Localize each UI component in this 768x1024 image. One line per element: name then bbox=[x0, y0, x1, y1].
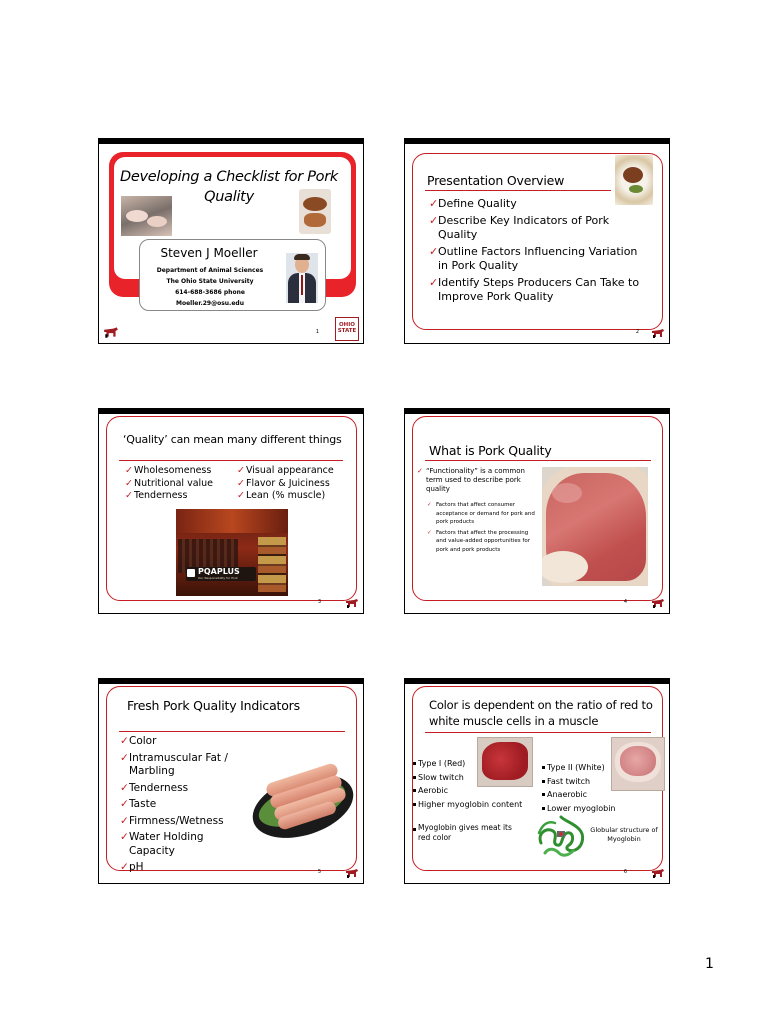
slide-6 bbox=[404, 678, 670, 884]
indicator-list bbox=[120, 735, 250, 875]
title-underline bbox=[425, 732, 651, 733]
list-item: ✓ Tenderness bbox=[120, 782, 250, 796]
title-underline bbox=[119, 460, 343, 461]
list-item: ✓ Firmness/Wetness bbox=[120, 815, 250, 829]
white-muscle-photo bbox=[611, 737, 665, 791]
pigs-photo bbox=[121, 196, 172, 236]
slide-number: 5 bbox=[317, 869, 321, 875]
slide-title: What is Pork Quality bbox=[429, 443, 552, 458]
list-item: ✓ Lean (% muscle) bbox=[237, 490, 347, 503]
pork-dish-photo bbox=[299, 189, 331, 234]
list-item: ✓ Color bbox=[120, 735, 250, 749]
title-underline bbox=[425, 190, 611, 191]
slide-number: 2 bbox=[635, 329, 639, 335]
list-item: ✓ Outline Factors Influencing Variation in Pork Quality bbox=[429, 245, 645, 273]
title-underline bbox=[119, 731, 345, 732]
slide-2 bbox=[404, 138, 670, 344]
slide-top-bar bbox=[405, 679, 669, 684]
hog-logo-icon bbox=[651, 597, 665, 609]
list-item: ✓ Tenderness bbox=[125, 490, 235, 503]
slide-number: 4 bbox=[623, 599, 627, 605]
list-item: Type I (Red) bbox=[413, 757, 543, 771]
presenter-card bbox=[139, 239, 326, 311]
list-item: Higher myoglobin content bbox=[413, 798, 543, 812]
slide-number: 6 bbox=[623, 869, 627, 875]
slide-top-bar bbox=[99, 139, 363, 144]
ohio-state-logo: OHIO STATE bbox=[335, 317, 359, 341]
title-underline bbox=[425, 460, 651, 461]
hog-logo-icon bbox=[345, 867, 359, 879]
slide-top-bar bbox=[405, 139, 669, 144]
slide-top-bar bbox=[99, 409, 363, 414]
slide-title: ‘Quality’ can mean many different things bbox=[123, 433, 342, 446]
presenter-name: Steven J Moeller bbox=[160, 246, 258, 260]
hog-logo-icon bbox=[651, 327, 665, 339]
slide-top-bar bbox=[405, 409, 669, 414]
list-item: Aerobic bbox=[413, 784, 543, 798]
globular-caption: Globular structure of Myoglobin bbox=[590, 826, 658, 843]
list-item: ✓ Define Quality bbox=[429, 197, 645, 211]
slide-title: Fresh Pork Quality Indicators bbox=[127, 698, 300, 713]
quality-list-left bbox=[125, 465, 235, 503]
list-item: ✓ Taste bbox=[120, 798, 250, 812]
pqa-plus-banner bbox=[176, 509, 288, 596]
definition-sublist bbox=[427, 501, 537, 554]
quality-list-right bbox=[237, 465, 347, 503]
pqa-tagline: Our Responsibility for Pork bbox=[198, 576, 238, 580]
slide-top-bar bbox=[99, 679, 363, 684]
pqa-brand: PQAPLUS bbox=[198, 567, 240, 576]
list-item: Fast twitch bbox=[542, 775, 622, 789]
list-item: ✓ Describe Key Indicators of Pork Quality bbox=[429, 214, 645, 242]
pork-chop-photo bbox=[542, 467, 648, 586]
slide-1 bbox=[98, 138, 364, 344]
list-item: ✓ Water Holding Capacity bbox=[120, 831, 250, 858]
list-item: ✓ “Functionality” is a common term used to describe pork quality bbox=[417, 467, 535, 494]
slide-title: Presentation Overview bbox=[427, 173, 565, 188]
list-item: ✓ Identify Steps Producers Can Take to Improve Pork Quality bbox=[429, 276, 645, 304]
overview-list bbox=[429, 197, 645, 304]
list-item: ✓ Factors that affect the processing and value-added opportunities for pork and pork products bbox=[427, 529, 537, 555]
myoglobin-note bbox=[413, 823, 523, 843]
slide-number: 3 bbox=[317, 599, 321, 605]
list-item: ✓ Visual appearance bbox=[237, 465, 347, 478]
list-item: ✓ Intramuscular Fat / Marbling bbox=[120, 752, 250, 779]
list-item: ✓ Flavor & Juiciness bbox=[237, 478, 347, 491]
list-item: Type II (White) bbox=[542, 761, 622, 775]
pork-tray-photo bbox=[251, 759, 355, 839]
hog-logo-icon bbox=[345, 597, 359, 609]
list-item: ✓ Factors that affect consumer acceptance or demand for pork and pork products bbox=[427, 501, 537, 527]
list-item: Myoglobin gives meat its red color bbox=[413, 823, 523, 843]
type2-list bbox=[542, 761, 622, 815]
presenter-details: Department of Animal Sciences The Ohio State University 614-688-3686 phone Moeller.29@osu.edu bbox=[156, 267, 264, 307]
list-item: Slow twitch bbox=[413, 771, 543, 785]
myoglobin-structure-icon bbox=[535, 813, 589, 859]
list-item: ✓ Nutritional value bbox=[125, 478, 235, 491]
red-muscle-photo bbox=[477, 737, 533, 787]
presenter-portrait bbox=[286, 253, 318, 303]
slide-3 bbox=[98, 408, 364, 614]
hog-logo-icon bbox=[651, 867, 665, 879]
definition-list bbox=[417, 467, 535, 494]
list-item: Anaerobic bbox=[542, 788, 622, 802]
list-item: ✓ pH bbox=[120, 861, 250, 875]
page-number: 1 bbox=[705, 956, 714, 972]
slide-title: Developing a Checklist for Pork Quality bbox=[120, 169, 338, 205]
slide-number: 1 bbox=[315, 329, 319, 335]
slide-4 bbox=[404, 408, 670, 614]
slide-5 bbox=[98, 678, 364, 884]
list-item: Lower myoglobin bbox=[542, 802, 622, 816]
list-item: ✓ Wholesomeness bbox=[125, 465, 235, 478]
hog-logo-icon bbox=[103, 325, 119, 339]
slide-title: Color is dependent on the ratio of red to white muscle cells in a muscle bbox=[429, 698, 653, 728]
